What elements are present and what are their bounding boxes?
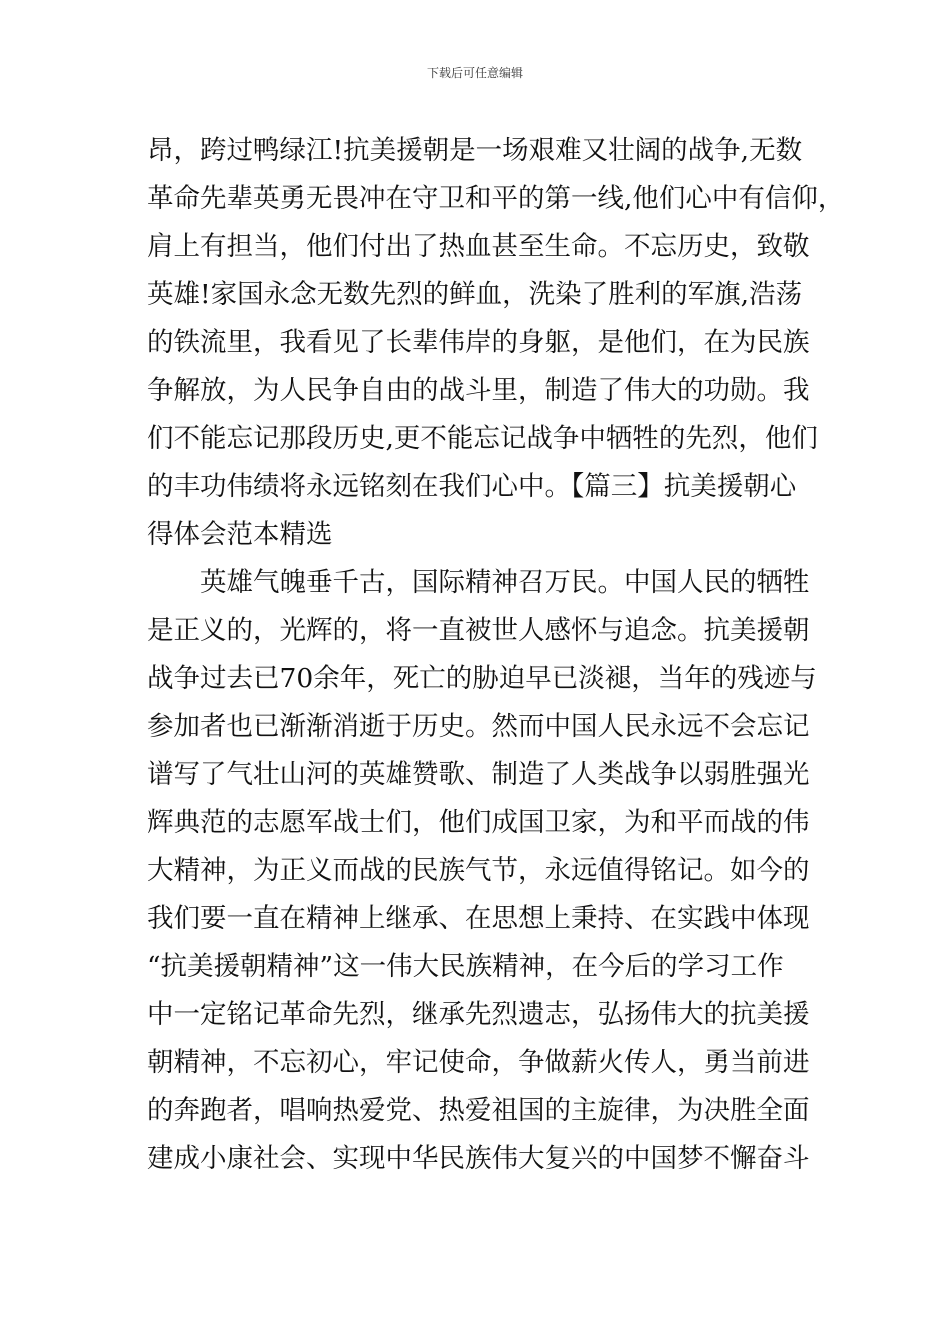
text-line: 肩上有担当，他们付出了热血甚至生命。不忘历史，致敬 [147,231,810,262]
text-line: 大精神，为正义而战的民族气节，永远值得铭记。如今的 [147,855,810,886]
text-line: 英雄!家国永念无数先烈的鲜血，洗染了胜利的军旗,浩荡 [147,279,803,310]
text-line: 英雄气魄垂千古，国际精神召万民。中国人民的牺牲 [147,567,810,598]
text-line: 的铁流里，我看见了长辈伟岸的身躯，是他们，在为民族 [147,327,810,358]
text-line: 谱写了气壮山河的英雄赞歌、制造了人类战争以弱胜强光 [147,759,810,790]
text-line: 参加者也已渐渐消逝于历史。然而中国人民永远不会忘记 [147,711,810,742]
text-line: 是正义的，光辉的，将一直被世人感怀与追念。抗美援朝 [147,615,810,646]
text-line: 战争过去已70余年，死亡的胁迫早已淡褪，当年的残迹与 [147,663,817,694]
text-line: 辉典范的志愿军战士们，他们成国卫家，为和平而战的伟 [147,807,810,838]
text-line: “抗美援朝精神”这一伟大民族精神，在今后的学习工作 [147,951,784,982]
text-line: 革命先辈英勇无畏冲在守卫和平的第一线,他们心中有信仰， [147,183,845,214]
text-line: 们不能忘记那段历史,更不能忘记战争中牺牲的先烈，他们 [147,423,818,454]
text-line: 得体会范本精选 [147,519,333,550]
document-body [147,127,845,1183]
text-line: 昂，跨过鸭绿江!抗美援朝是一场艰难又壮阔的战争,无数 [147,135,803,166]
text-line: 的丰功伟绩将永远铭刻在我们心中。【篇三】抗美援朝心 [147,471,797,502]
text-line: 建成小康社会、实现中华民族伟大复兴的中国梦不懈奋斗 [147,1143,810,1174]
text-line: 的奔跑者，唱响热爱党、热爱祖国的主旋律，为决胜全面 [147,1095,810,1126]
text-line: 争解放，为人民争自由的战斗里，制造了伟大的功勋。我 [147,375,810,406]
text-line: 我们要一直在精神上继承、在思想上秉持、在实践中体现 [147,903,810,934]
text-line: 朝精神，不忘初心，牢记使命，争做薪火传人，勇当前进 [147,1047,810,1078]
text-line: 中一定铭记革命先烈，继承先烈遗志，弘扬伟大的抗美援 [147,999,810,1030]
page-header: 下载后可任意编辑 [426,66,523,80]
